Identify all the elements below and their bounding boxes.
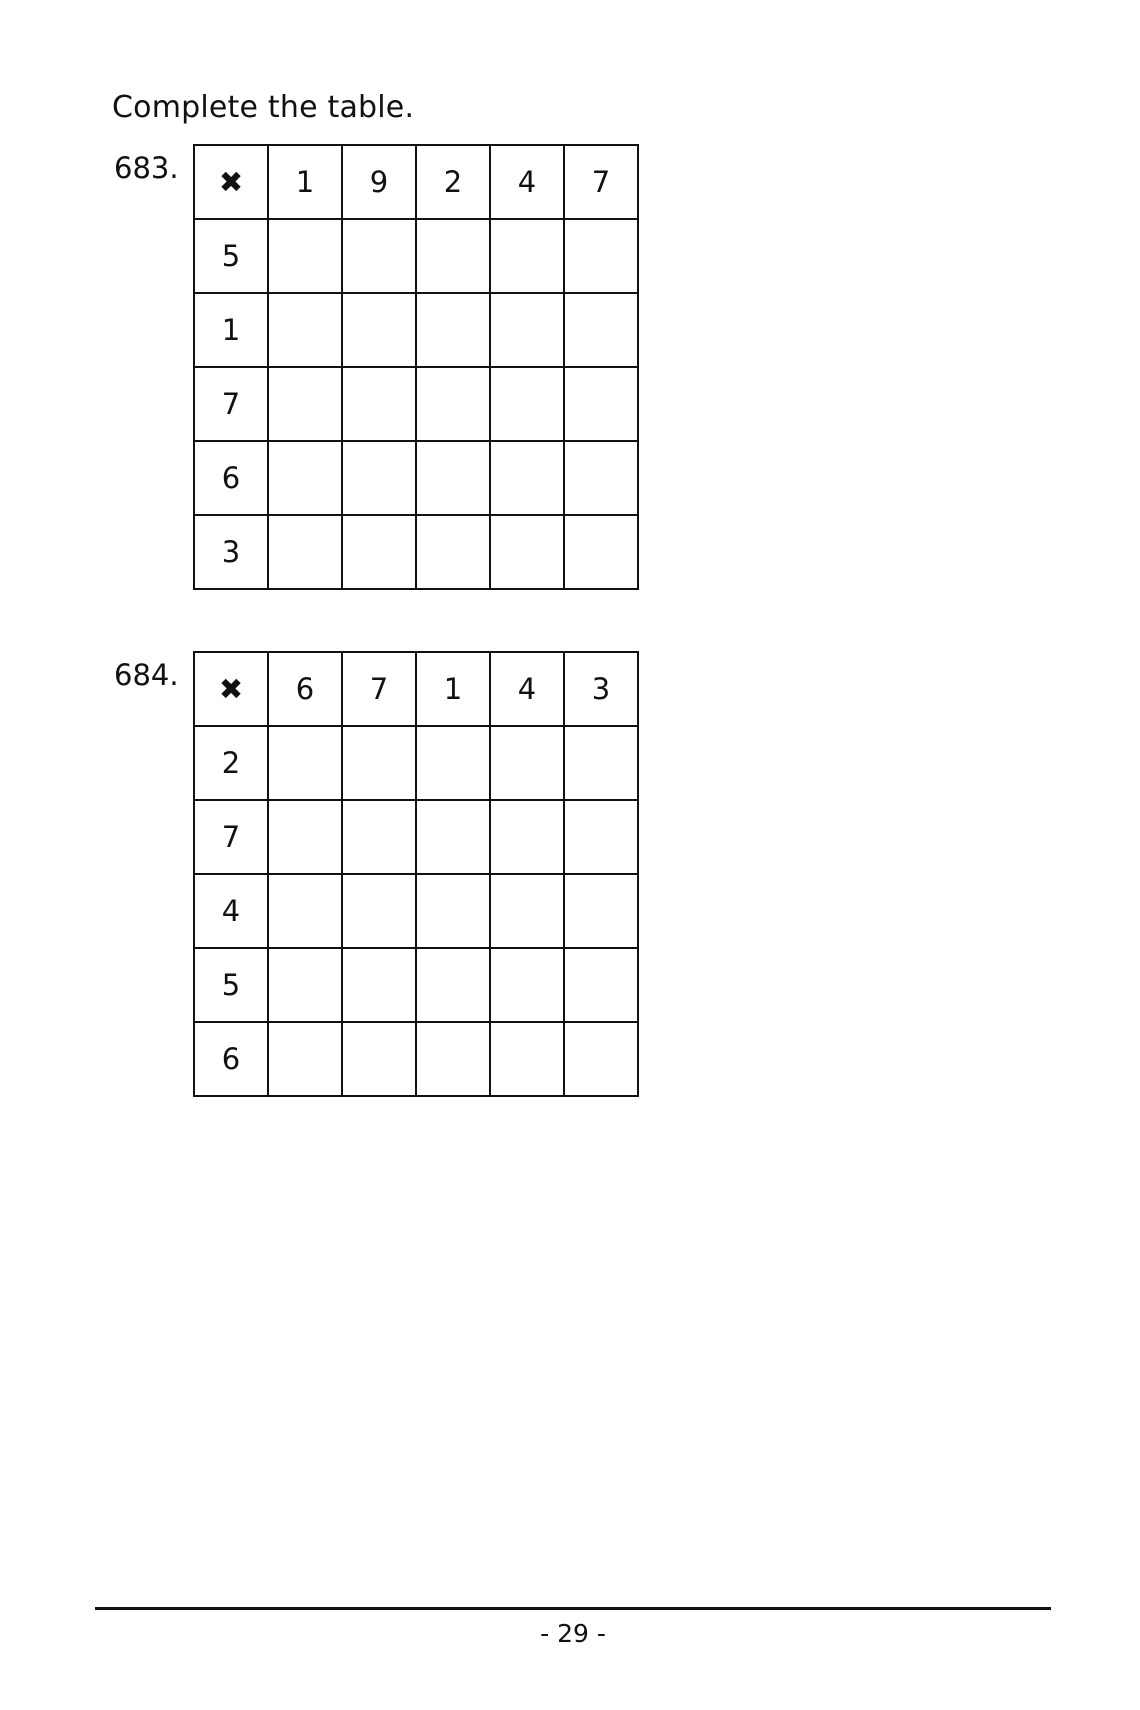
answer-cell[interactable] [564, 293, 638, 367]
table-row [194, 441, 638, 515]
table-row [194, 293, 638, 367]
answer-cell[interactable] [268, 515, 342, 589]
header-row [194, 652, 638, 726]
answer-cell[interactable] [268, 367, 342, 441]
answer-cell[interactable] [416, 874, 490, 948]
answer-cell[interactable] [268, 1022, 342, 1096]
answer-cell[interactable] [342, 367, 416, 441]
table-row [194, 800, 638, 874]
multiplication-table [193, 144, 639, 590]
answer-cell[interactable] [490, 515, 564, 589]
answer-cell[interactable] [564, 800, 638, 874]
answer-cell[interactable] [416, 367, 490, 441]
answer-cell[interactable] [490, 800, 564, 874]
answer-cell[interactable] [268, 293, 342, 367]
answer-cell[interactable] [490, 1022, 564, 1096]
row-header: 1 [194, 293, 268, 367]
table-row [194, 219, 638, 293]
answer-cell[interactable] [490, 726, 564, 800]
answer-cell[interactable] [342, 441, 416, 515]
table-row [194, 1022, 638, 1096]
answer-cell[interactable] [564, 219, 638, 293]
row-header: 3 [194, 515, 268, 589]
multiplication-table [193, 651, 639, 1097]
row-header: 7 [194, 367, 268, 441]
row-header: 6 [194, 441, 268, 515]
answer-cell[interactable] [342, 1022, 416, 1096]
times-icon: ✖ [194, 652, 268, 726]
table-row [194, 515, 638, 589]
instruction-text: Complete the table. [112, 90, 415, 125]
footer-divider [95, 1607, 1051, 1610]
column-header: 4 [490, 145, 564, 219]
answer-cell[interactable] [416, 515, 490, 589]
answer-cell[interactable] [416, 219, 490, 293]
row-header: 4 [194, 874, 268, 948]
answer-cell[interactable] [490, 219, 564, 293]
row-header: 6 [194, 1022, 268, 1096]
answer-cell[interactable] [342, 293, 416, 367]
column-header: 1 [416, 652, 490, 726]
answer-cell[interactable] [342, 726, 416, 800]
row-header: 7 [194, 800, 268, 874]
column-header: 3 [564, 652, 638, 726]
page-number: - 29 - [540, 1619, 606, 1648]
answer-cell[interactable] [416, 441, 490, 515]
answer-cell[interactable] [490, 441, 564, 515]
answer-cell[interactable] [490, 293, 564, 367]
answer-cell[interactable] [268, 441, 342, 515]
answer-cell[interactable] [268, 726, 342, 800]
row-header: 2 [194, 726, 268, 800]
table-row [194, 726, 638, 800]
answer-cell[interactable] [342, 948, 416, 1022]
answer-cell[interactable] [564, 515, 638, 589]
answer-cell[interactable] [416, 948, 490, 1022]
column-header: 7 [342, 652, 416, 726]
header-row [194, 145, 638, 219]
answer-cell[interactable] [564, 1022, 638, 1096]
column-header: 7 [564, 145, 638, 219]
answer-cell[interactable] [268, 874, 342, 948]
answer-cell[interactable] [564, 441, 638, 515]
answer-cell[interactable] [416, 1022, 490, 1096]
column-header: 4 [490, 652, 564, 726]
answer-cell[interactable] [490, 367, 564, 441]
answer-cell[interactable] [268, 219, 342, 293]
table-row [194, 948, 638, 1022]
answer-cell[interactable] [416, 800, 490, 874]
column-header: 2 [416, 145, 490, 219]
answer-cell[interactable] [564, 874, 638, 948]
row-header: 5 [194, 219, 268, 293]
answer-cell[interactable] [564, 726, 638, 800]
answer-cell[interactable] [268, 800, 342, 874]
times-icon: ✖ [194, 145, 268, 219]
answer-cell[interactable] [564, 367, 638, 441]
column-header: 6 [268, 652, 342, 726]
answer-cell[interactable] [416, 726, 490, 800]
answer-cell[interactable] [564, 948, 638, 1022]
table-row [194, 874, 638, 948]
problem-number: 684. [114, 658, 179, 692]
answer-cell[interactable] [268, 948, 342, 1022]
answer-cell[interactable] [342, 219, 416, 293]
table-row [194, 367, 638, 441]
answer-cell[interactable] [490, 874, 564, 948]
answer-cell[interactable] [342, 515, 416, 589]
answer-cell[interactable] [490, 948, 564, 1022]
answer-cell[interactable] [342, 874, 416, 948]
answer-cell[interactable] [416, 293, 490, 367]
answer-cell[interactable] [342, 800, 416, 874]
problem-number: 683. [114, 151, 179, 185]
column-header: 1 [268, 145, 342, 219]
column-header: 9 [342, 145, 416, 219]
row-header: 5 [194, 948, 268, 1022]
